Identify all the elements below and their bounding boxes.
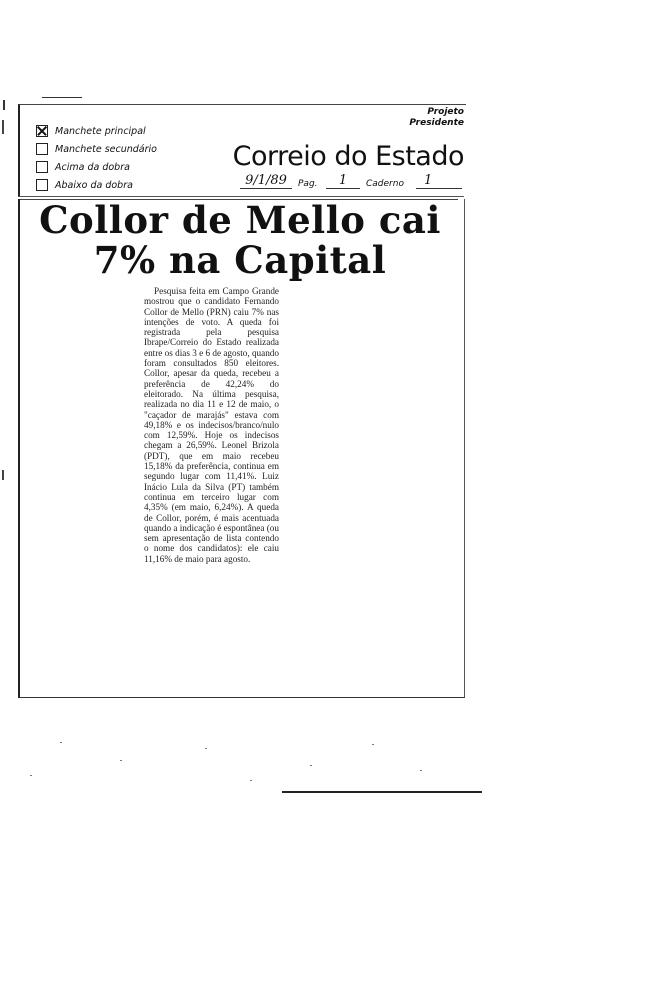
- scan-speck: [250, 780, 252, 781]
- scan-speck: [372, 744, 374, 745]
- article-body: Pesquisa feita em Campo Grande mostrou que o candidato Fernando Collor de Mello (PRN) caiu 7% nas intenções de voto. A queda foi registrada pela pesquisa Ibrape/Correio do Estado realizada entre os dias 3 e 6 de agosto, quando foram consultados 850 eleitores. Collor, apesar da queda, recebeu a preferência de 42,24% do eleitorado. Na última pesquisa, realizada no dia 11 e 12 de maio, o "caçador de marajás" estava com 49,18% e os indecisos/branco/nulo com 12,59%. Hoje os indecisos chegam a 26,59%. Leonel Brizola (PDT), que em maio recebeu 15,18% da preferência, continua em segundo lugar com 11,41%. Luiz Inácio Lula da Silva (PT) também continua em terceiro lugar com 4,35% (em maio, 6,24%). A queda de Collor, porém, é mais acentuada quando a indicação é espontânea (ou sem apresentação de lista contendo o nome dos candidatos): ele caiu 11,16% de maio para agosto.: [144, 286, 279, 564]
- scan-mark: [3, 100, 5, 110]
- unchecked-box-icon[interactable]: [36, 179, 48, 191]
- scan-speck: [30, 775, 32, 776]
- project-line: Presidente: [409, 118, 464, 128]
- placement-checklist: [36, 123, 157, 195]
- scan-speck: [60, 742, 62, 743]
- headline-line: Collor de Mello cai: [39, 198, 441, 242]
- unchecked-box-icon[interactable]: [36, 161, 48, 173]
- checklist-label: Abaixo da dobra: [55, 179, 133, 191]
- scan-mark: [2, 120, 4, 134]
- checked-box-icon[interactable]: [36, 125, 48, 137]
- checklist-label: Manchete secundário: [55, 143, 157, 155]
- scan-mark: [42, 97, 82, 98]
- date-field: 9/1/89: [240, 173, 292, 189]
- checklist-label: Acima da dobra: [55, 161, 130, 173]
- checklist-item-manchete-secundario[interactable]: [36, 141, 157, 157]
- scan-mark: [282, 791, 482, 793]
- divider: [18, 196, 464, 197]
- scan-mark: [2, 470, 4, 480]
- checklist-item-abaixo-da-dobra[interactable]: [36, 177, 157, 193]
- caderno-label: Caderno: [366, 179, 404, 189]
- project-line: Projeto: [427, 107, 464, 117]
- headline-line: 7% na Capital: [93, 238, 387, 282]
- scan-speck: [420, 770, 422, 771]
- checklist-label: Manchete principal: [55, 125, 146, 137]
- scan-speck: [310, 765, 312, 766]
- newspaper-name: Correio do Estado: [232, 141, 464, 172]
- project-label: [409, 107, 464, 129]
- unchecked-box-icon[interactable]: [36, 143, 48, 155]
- scan-speck: [205, 748, 207, 749]
- clipping-header: [18, 104, 466, 197]
- caderno-field: 1: [416, 173, 462, 189]
- article-headline: [18, 200, 462, 280]
- pag-field: 1: [326, 173, 360, 189]
- scan-speck: [120, 760, 122, 761]
- checklist-item-acima-da-dobra[interactable]: [36, 159, 157, 175]
- checklist-item-manchete-principal[interactable]: [36, 123, 157, 139]
- clipping-meta: [238, 173, 466, 191]
- pag-label: Pag.: [298, 179, 318, 189]
